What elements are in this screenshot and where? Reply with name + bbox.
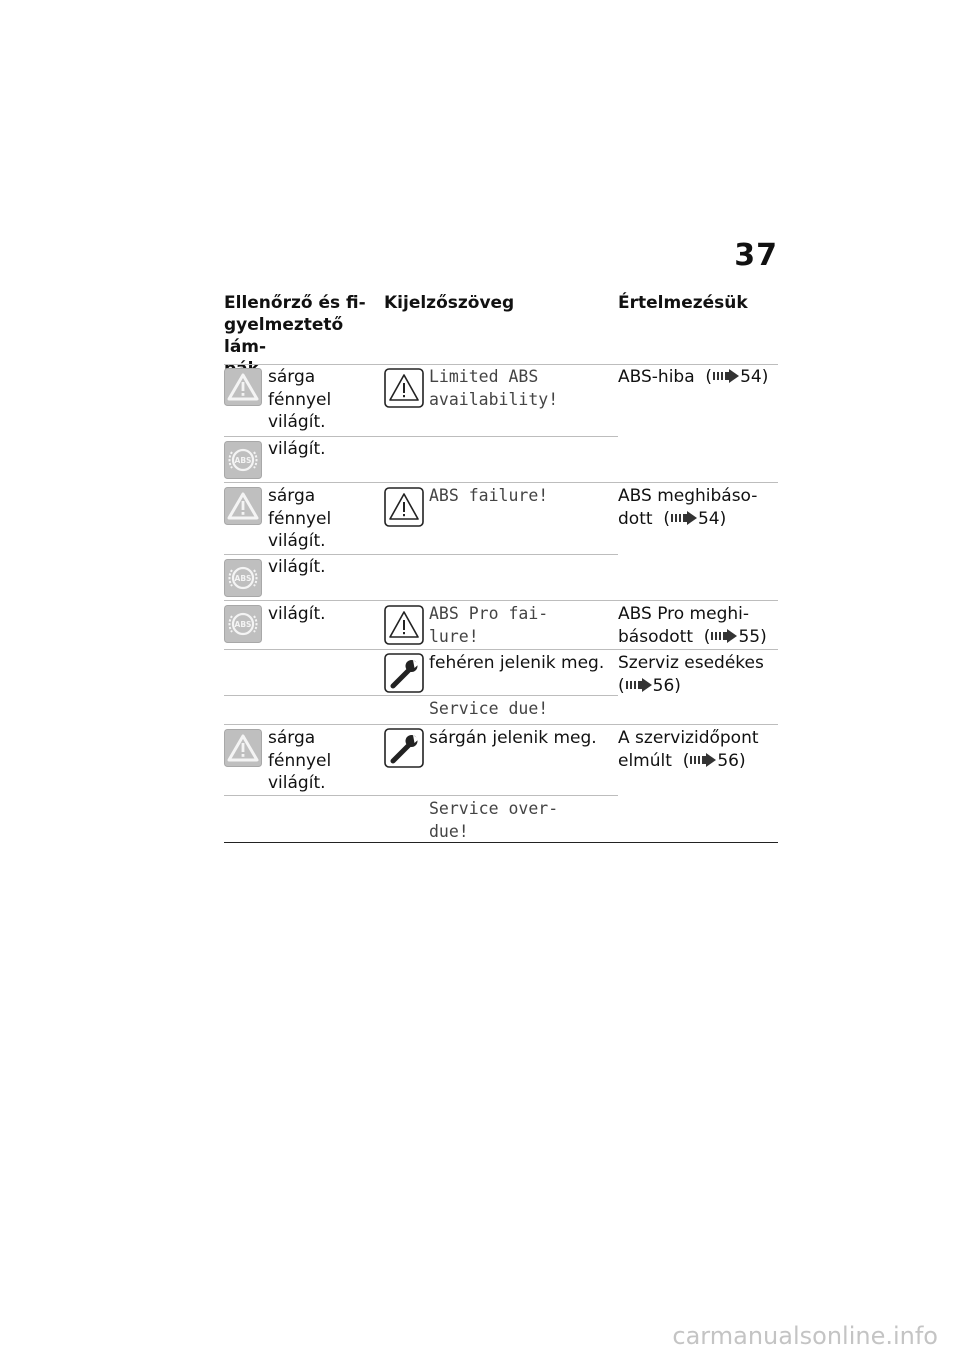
meaning-text — [618, 366, 778, 389]
meaning-label: A szervizidőpont elmúlt — [618, 728, 759, 771]
meaning-label: ABS Pro meghi- básodott — [618, 604, 750, 647]
row-subdivider — [224, 554, 618, 555]
page-reference-arrow-icon — [712, 369, 740, 383]
row-divider — [224, 724, 778, 725]
lamp-state: világít. — [268, 439, 326, 459]
display-message: ABS Pro fai- lure! — [429, 604, 549, 646]
display-message: Limited ABS availability! — [429, 367, 559, 409]
display-message: Service due! — [429, 699, 549, 718]
page-reference-number: 56) — [717, 750, 746, 771]
watermark-text: carmanualsonline.info — [672, 1322, 938, 1350]
display-message: ABS failure! — [429, 486, 549, 505]
row-subdivider — [224, 695, 618, 696]
row-divider — [224, 482, 778, 483]
row-divider — [224, 649, 778, 650]
page-reference-number: 56) — [652, 675, 681, 696]
display-description: fehéren jelenik meg. — [429, 653, 605, 673]
meaning-text — [618, 485, 778, 530]
page-reference[interactable]: ( 54) — [700, 367, 769, 387]
column-header-meaning: Értelmezésük — [618, 293, 748, 313]
warning-triangle-icon — [224, 487, 262, 525]
page-reference-number: 55) — [738, 626, 767, 647]
meaning-text — [618, 603, 778, 648]
page-reference[interactable]: ( 55) — [698, 626, 767, 647]
meaning-label: Szerviz esedékes — [618, 653, 764, 673]
lamp-state: sárga fénnyel világít. — [268, 728, 332, 793]
table-bottom-rule — [224, 842, 778, 843]
meaning-label: ABS-hiba — [618, 367, 695, 387]
abs-lamp-icon — [224, 559, 262, 597]
column-header-display-text: Kijelzőszöveg — [384, 293, 515, 313]
page-reference-number: 54) — [697, 508, 727, 529]
lamp-state: sárga fénnyel világít. — [268, 367, 332, 432]
page-reference[interactable]: ( 54) — [657, 508, 727, 529]
page-reference-arrow-icon — [670, 511, 698, 525]
warning-triangle-icon — [224, 368, 262, 406]
page-number: 37 — [734, 238, 778, 273]
lamp-state: világít. — [268, 604, 326, 624]
meaning-label: ABS meghibáso- dott — [618, 486, 758, 529]
page-reference-number: 54) — [740, 367, 769, 387]
lamp-state: világít. — [268, 557, 326, 577]
abs-lamp-icon — [224, 441, 262, 479]
row-divider — [224, 600, 778, 601]
display-warning-icon — [384, 368, 424, 408]
page-reference-arrow-icon — [689, 753, 717, 767]
warning-triangle-icon — [224, 729, 262, 767]
abs-lamp-icon — [224, 605, 262, 643]
column-header-lamps: Ellenőrző és fi- gyelmeztető lám- — [224, 293, 366, 357]
watermark — [0, 1322, 960, 1350]
page-reference-arrow-icon — [710, 629, 738, 643]
wrench-icon — [384, 653, 424, 693]
display-warning-icon — [384, 605, 424, 645]
display-description: sárgán jelenik meg. — [429, 728, 597, 748]
lamp-state: sárga fénnyel világít. — [268, 486, 332, 551]
page-reference[interactable]: ( 56) — [618, 675, 681, 696]
page-reference-arrow-icon — [625, 678, 653, 692]
page-reference[interactable]: ( 56) — [677, 750, 746, 771]
display-message: Service over- due! — [429, 799, 559, 841]
meaning-text — [618, 652, 778, 697]
row-subdivider — [224, 795, 618, 796]
row-subdivider — [224, 436, 618, 437]
wrench-icon — [384, 728, 424, 768]
header-divider — [224, 364, 778, 365]
meaning-text — [618, 727, 778, 772]
display-warning-icon — [384, 487, 424, 527]
